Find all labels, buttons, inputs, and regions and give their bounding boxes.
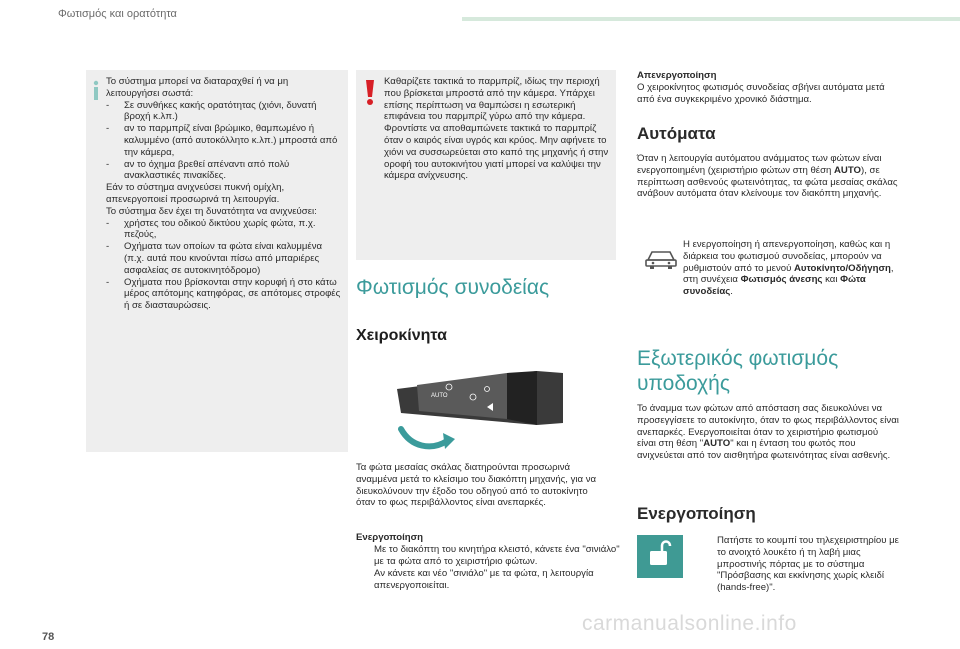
car-settings-icon xyxy=(644,246,678,270)
info-dash-item: - Οχήματα που βρίσκονται στην κορυφή ή στο κάτω μέρος απότομης κατηφόρας, σε απότομες στροφές ή σε διασταυρώσεις. xyxy=(106,276,341,312)
info-dash-item: - αν το παρμπρίζ είναι βρώμικο, θαμπωμένο ή καλυμμένο (από αυτοκόλλητο κ.λπ.) μπροστά από την κάμερα, xyxy=(106,123,338,158)
lighting-stalk-illustration xyxy=(387,367,563,453)
info-line: Εάν το σύστημα ανιχνεύσει πυκνή ομίχλη, απενεργοποιεί προσωρινά τη λειτουργία. xyxy=(106,182,285,205)
activation-bullet: Πατήστε το κουμπί του τηλεχειριστηρίου με το ανοιχτό λουκέτο ή τη λαβή μιας μπροστινής πόρτας με το σύστημα "Πρόσβασης και εκκίνησης χωρίς κλειδί (hands-free)". xyxy=(717,535,899,594)
car-settings-note: Η ενεργοποίηση ή απενεργοποίηση, καθώς και η διάρκεια του φωτισμού συνοδείας, μπορούν να ρυθμιστούν από το μενού Αυτοκίνητο/Οδήγηση, στη συνέχεια Φωτισμός άνεσης και Φώτα συνοδείας. xyxy=(683,239,894,298)
heading-activation: Ενεργοποίηση xyxy=(637,504,756,523)
stalk-auto-label: AUTO xyxy=(431,393,448,399)
heading-automatic: Αυτόματα xyxy=(637,124,716,143)
info-dash-item: - αν το όχημα βρεθεί απέναντι από πολύ ανακλαστικές πινακίδες. xyxy=(106,158,290,182)
info-line: λειτουργήσει σωστά: xyxy=(106,87,194,99)
info-icon xyxy=(90,80,102,100)
header-bar xyxy=(462,17,960,21)
welcome-body: Το άναμμα των φώτων από απόσταση σας διευκολύνει να προσεγγίσετε το αυτοκίνητο, όταν το φως περιβάλλοντος είναι ανεπαρκές. Ενεργοποιείται όταν το χειριστήριο φωτισμού είναι στη θέση "AUTO" και η ένταση του φωτός που ανιχνεύεται από τον αισθητήρα φωτεινότητας είναι ασθενής. xyxy=(637,403,899,462)
deactivation-body: Ο χειροκίνητος φωτισμός συνοδείας σβήνει αυτόματα μετά από ένα συγκεκριμένο χρονικό διάστημα. xyxy=(637,82,885,105)
page-number: 78 xyxy=(42,631,55,643)
warning-text: Καθαρίζετε τακτικά το παρμπρίζ, ιδίως την περιοχή που βρίσκεται μπροστά από την κάμερα. Υπάρχει επίσης περίπτωση να θαμπώσει η εσωτερική επιφάνεια του παρμπρίζ γύρω από την κάμερα. Φροντίστε να αποθαμπώνετε τακτικά το παρμπρίζ όταν ο καιρός είναι υγρός και κρύος. Μην αφήνετε το χιόνι να συσσωρεύεται στο καπό της μηχανής ή στην οροφή του αυτοκινήτου γιατί μπορεί να καλύψει την κάμερα ανίχνευσης. xyxy=(384,76,609,182)
header-title: Φωτισμός και ορατότητα xyxy=(58,8,177,20)
unlock-remote-icon-box xyxy=(637,535,683,578)
follow-me-bullet-1: Με το διακόπτη του κινητήρα κλειστό, κάνετε ένα "σινιάλο" με τα φώτα από το χειριστήριο φώτων. xyxy=(374,544,620,567)
follow-me-body: Τα φώτα μεσαίας σκάλας διατηρούνται προσωρινά αναμμένα μετά το κλείσιμο του διακόπτη μηχανής, για να διευκολύνουν την έξοδο του οδηγού από το αυτοκίνητο όταν το φως περιβάλλοντος είναι ανεπαρκές. xyxy=(356,462,597,509)
unlocked-padlock-icon xyxy=(637,535,683,578)
info-line: Το σύστημα μπορεί να διαταραχθεί ή να μη xyxy=(106,76,289,87)
activation-label: Ενεργοποίηση xyxy=(356,532,424,543)
follow-me-bullet-2: Αν κάνετε και νέο "σινιάλο" με τα φώτα, η λειτουργία απενεργοποιείται. xyxy=(374,568,594,591)
info-dash-item: - χρήστες του οδικού δικτύου χωρίς φώτα, π.χ. πεζούς, xyxy=(106,217,316,241)
info-dash-item: - Οχήματα των οποίων τα φώτα είναι καλυμμένα (π.χ. αυτά που κινούνται πίσω από μπαριέρες ασφαλείας σε αυτοκινητόδρομο) xyxy=(106,241,323,276)
watermark: carmanualsonline.info xyxy=(582,612,797,635)
automatic-body: Όταν η λειτουργία αυτόματου ανάμματος των φώτων είναι ενεργοποιημένη (χειριστήριο φώτων στη θέση AUTO), σε περίπτωση ασθενούς φωτεινότητας, τα φώτα μεσαίας σκάλας ανάβουν αυτόματα όταν κλείνουμε τον διακόπτη μηχανής. xyxy=(637,153,898,200)
deactivation-title: Απενεργοποίηση xyxy=(637,70,717,81)
warning-icon xyxy=(364,80,376,106)
info-dash-item: - Σε συνθήκες κακής ορατότητας (χιόνι, δυνατή βροχή κ.λπ.) xyxy=(106,99,317,123)
info-note-text xyxy=(106,76,344,312)
heading-manual: Χειροκίνητα xyxy=(356,327,447,344)
section-title-welcome-lighting: Εξωτερικός φωτισμός υποδοχής xyxy=(637,347,839,395)
section-title-follow-me: Φωτισμός συνοδείας xyxy=(356,276,550,299)
info-line: Το σύστημα δεν έχει τη δυνατότητα να ανιχνεύσει: xyxy=(106,205,317,217)
